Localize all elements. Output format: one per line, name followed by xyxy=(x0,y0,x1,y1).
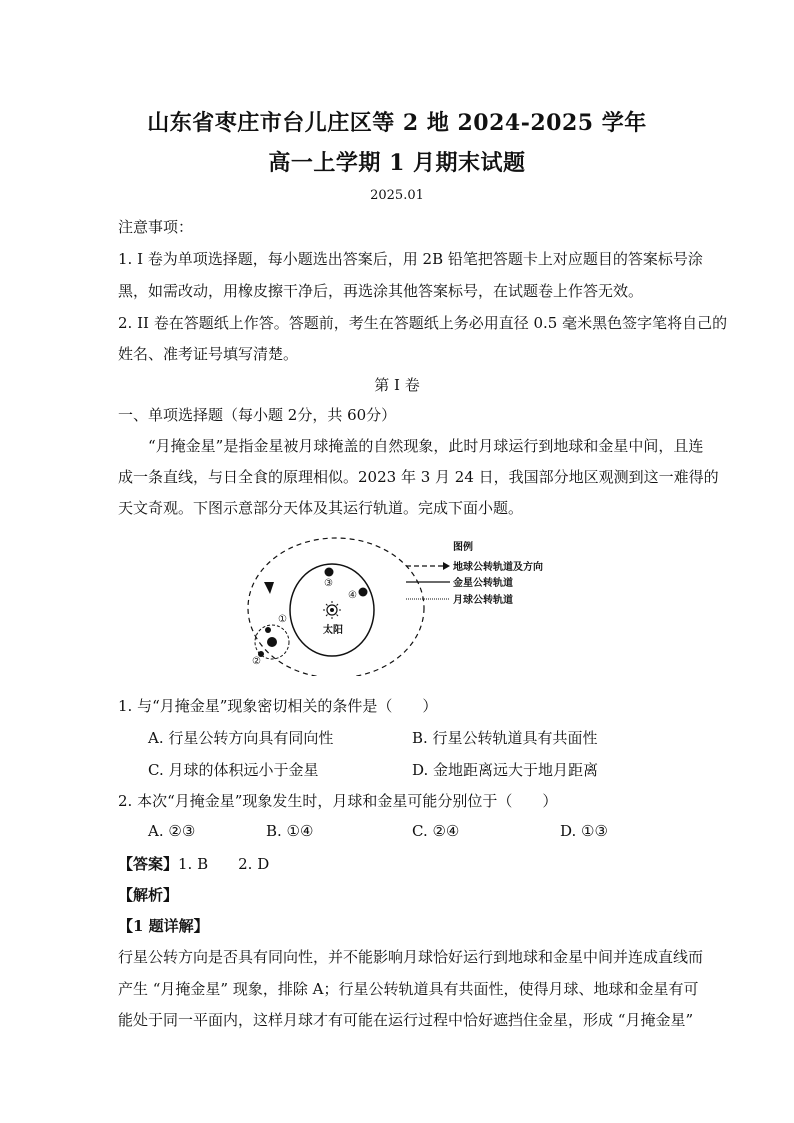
q2-option-d: D. ①③ xyxy=(560,822,608,840)
sun-label: 太阳 xyxy=(323,625,343,636)
notice-heading: 注意事项： xyxy=(118,218,194,236)
notice-item-1-line-2: 黑，如需改动，用橡皮擦干净后，再选涂其他答案标号，在试题卷上作答无效。 xyxy=(118,282,644,300)
q2-stem: 2. 本次“月掩金星”现象发生时，月球和金星可能分别位于（ ） xyxy=(118,792,558,810)
q1-stem: 1. 与“月掩金星”现象密切相关的条件是（ ） xyxy=(118,697,438,715)
marker-3: ③ xyxy=(324,578,333,589)
legend-title: 图例 xyxy=(453,542,473,553)
venus-dot-top xyxy=(325,568,334,577)
passage-line-3: 天文奇观。下图示意部分天体及其运行轨道。完成下面小题。 xyxy=(118,499,524,517)
marker-4: ④ xyxy=(348,590,357,601)
answer-row xyxy=(118,853,269,874)
analysis-label: 【解析】 xyxy=(118,886,179,904)
answer-text: 1. B 2. D xyxy=(178,855,270,873)
moon-dot-1 xyxy=(265,627,271,633)
passage-line-2: 成一条直线，与日全食的原理相似。2023 年 3 月 24 日，我国部分地区观测到这一难得的 xyxy=(118,468,719,486)
sun-icon xyxy=(323,601,341,619)
earth-orbit-arrow xyxy=(264,582,274,594)
q2-option-a: A. ②③ xyxy=(148,822,196,840)
detail-line-3: 能处于同一平面内，这样月球才有可能在运行过程中恰好遮挡住金星，形成 “月掩金星” xyxy=(118,1011,694,1029)
passage-line-1: “月掩金星”是指金星被月球掩盖的自然现象，此时月球运行到地球和金星中间，且连 xyxy=(148,437,704,455)
exam-date: 2025.01 xyxy=(370,188,424,203)
q1-option-b: B. 行星公转轨道具有共面性 xyxy=(412,729,598,747)
legend-venus-text: 金星公转轨道 xyxy=(453,578,513,589)
legend-moon-text: 月球公转轨道 xyxy=(453,595,513,606)
marker-2: ② xyxy=(252,656,261,667)
notice-item-2-line-2: 姓名、准考证号填写清楚。 xyxy=(118,345,299,363)
detail-line-2: 产生 “月掩金星” 现象，排除 A；行星公转轨道具有共面性，使得月球、地球和金星有可 xyxy=(118,980,699,998)
q2-option-b: B. ①④ xyxy=(266,822,314,840)
venus-dot-right xyxy=(359,588,368,597)
title-line-1: 山东省枣庄市台儿庄区等 2 地 2024-2025 学年 xyxy=(147,110,647,136)
legend-earth-arrow xyxy=(443,562,450,570)
legend-earth-text: 地球公转轨道及方向 xyxy=(453,562,543,573)
q1-option-a: A. 行星公转方向具有同向性 xyxy=(148,729,334,747)
earth-dot xyxy=(267,637,277,647)
notice-item-1-line-1: 1. I 卷为单项选择题，每小题选出答案后，用 2B 铅笔把答题卡上对应题目的答案标号涂 xyxy=(118,250,703,268)
title-line-2: 高一上学期 1 月期末试题 xyxy=(268,150,526,176)
q1-option-c: C. 月球的体积远小于金星 xyxy=(148,761,319,779)
answer-label: 【答案】 xyxy=(118,855,179,873)
notice-item-2-line-1: 2. II 卷在答题纸上作答。答题前，考生在答题纸上务必用直径 0.5 毫米黑色签字笔将自己的 xyxy=(118,314,728,332)
q2-option-c: C. ②④ xyxy=(412,822,460,840)
detail-line-1: 行星公转方向是否具有同向性，并不能影响月球恰好运行到地球和金星中间并连成直线而 xyxy=(118,948,704,966)
part1-heading: 一、单项选择题（每小题 2分，共 60分） xyxy=(118,406,397,424)
marker-1: ① xyxy=(278,614,287,625)
orbit-diagram xyxy=(236,536,566,676)
section-heading: 第 I 卷 xyxy=(374,376,420,394)
q1-option-d: D. 金地距离远大于地月距离 xyxy=(412,761,599,779)
detail-label: 【1 题详解】 xyxy=(118,917,209,935)
